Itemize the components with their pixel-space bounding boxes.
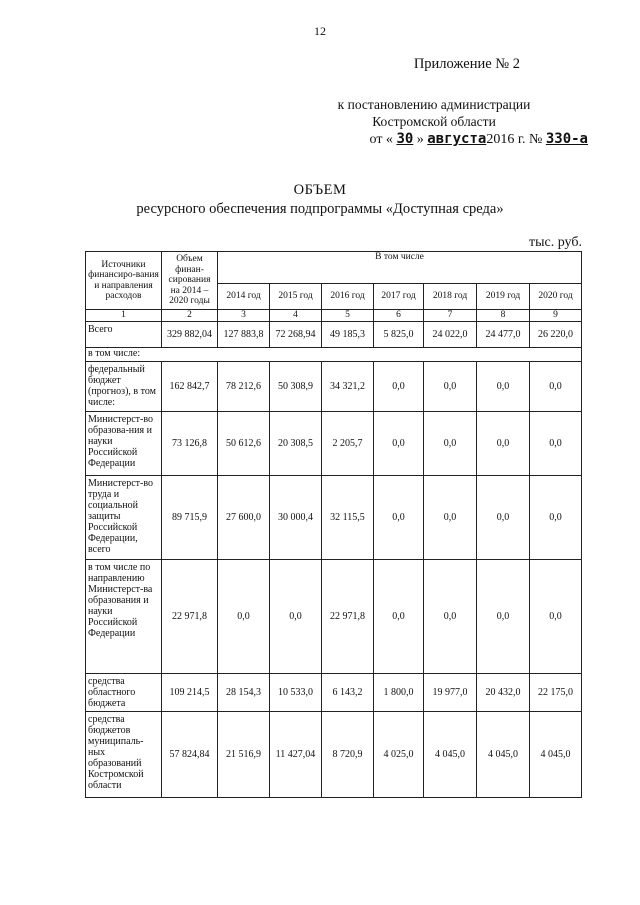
row-year-value: 0,0 — [477, 362, 530, 412]
units-label: тыс. руб. — [529, 235, 582, 250]
column-index: 1 — [86, 310, 162, 322]
decree-line-1: к постановлению администрации — [337, 97, 531, 112]
row-year-value: 78 212,6 — [218, 362, 270, 412]
row-year-value: 0,0 — [530, 476, 582, 560]
row-label: в том числе: — [86, 348, 582, 362]
row-year-value: 0,0 — [530, 362, 582, 412]
row-year-value: 28 154,3 — [218, 674, 270, 712]
table-row — [86, 560, 582, 674]
row-label: Министерст-во образова-ния и науки Российской Федерации — [86, 412, 162, 476]
column-index: 2 — [162, 310, 218, 322]
table-row — [86, 712, 582, 798]
row-year-value: 27 600,0 — [218, 476, 270, 560]
column-index: 4 — [270, 310, 322, 322]
decree-quote-close: » — [416, 132, 424, 147]
row-year-value: 0,0 — [477, 476, 530, 560]
row-year-value: 24 477,0 — [477, 322, 530, 348]
row-label: Министерст-во труда и социальной защиты Российской Федерации, всего — [86, 476, 162, 560]
row-year-value: 11 427,04 — [270, 712, 322, 798]
row-label: средства областного бюджета — [86, 674, 162, 712]
header-source: Источники финансиро-вания и направления расходов — [86, 252, 162, 310]
header-year: 2016 год — [322, 284, 374, 310]
row-year-value: 0,0 — [374, 412, 424, 476]
row-year-value: 8 720,9 — [322, 712, 374, 798]
document-subtitle: ресурсного обеспечения подпрограммы «Доступная среда» — [136, 201, 504, 217]
row-year-value: 22 971,8 — [322, 560, 374, 674]
decree-from: от « — [369, 132, 393, 147]
header-year: 2020 год — [530, 284, 582, 310]
row-year-value: 6 143,2 — [322, 674, 374, 712]
row-year-value: 4 045,0 — [424, 712, 477, 798]
row-label: федеральный бюджет (прогноз), в том числе: — [86, 362, 162, 412]
table-row — [86, 362, 582, 412]
row-year-value: 0,0 — [374, 476, 424, 560]
row-year-value: 26 220,0 — [530, 322, 582, 348]
row-year-value: 49 185,3 — [322, 322, 374, 348]
row-year-value: 0,0 — [424, 362, 477, 412]
decree-day: 30 — [396, 131, 414, 147]
row-year-value: 5 825,0 — [374, 322, 424, 348]
row-year-value: 0,0 — [218, 560, 270, 674]
decree-line-2: Костромской области — [372, 114, 496, 129]
row-total-value: 57 824,84 — [162, 712, 218, 798]
row-year-value: 19 977,0 — [424, 674, 477, 712]
column-index: 5 — [322, 310, 374, 322]
row-year-value: 0,0 — [374, 362, 424, 412]
decree-month: августа — [427, 131, 487, 147]
row-year-value: 4 025,0 — [374, 712, 424, 798]
row-year-value: 0,0 — [530, 412, 582, 476]
row-total-value: 109 214,5 — [162, 674, 218, 712]
row-total-value: 22 971,8 — [162, 560, 218, 674]
row-year-value: 0,0 — [477, 412, 530, 476]
row-year-value: 1 800,0 — [374, 674, 424, 712]
row-label: Всего — [86, 322, 162, 348]
budget-table — [85, 251, 582, 798]
row-year-value: 4 045,0 — [477, 712, 530, 798]
page-number: 12 — [314, 24, 326, 38]
table-row — [86, 348, 582, 362]
column-index: 3 — [218, 310, 270, 322]
row-year-value: 50 612,6 — [218, 412, 270, 476]
decree-year: 2016 г. № — [486, 132, 543, 147]
column-index: 6 — [374, 310, 424, 322]
document-title: ОБЪЕМ — [293, 182, 347, 198]
header-year: 2015 год — [270, 284, 322, 310]
row-year-value: 0,0 — [424, 560, 477, 674]
row-total-value: 73 126,8 — [162, 412, 218, 476]
row-year-value: 20 432,0 — [477, 674, 530, 712]
row-label: средства бюджетов муниципаль-ных образований Костромской области — [86, 712, 162, 798]
header-year: 2017 год — [374, 284, 424, 310]
row-year-value: 32 115,5 — [322, 476, 374, 560]
table-row — [86, 476, 582, 560]
header-including: В том числе — [218, 252, 582, 284]
row-year-value: 72 268,94 — [270, 322, 322, 348]
row-year-value: 127 883,8 — [218, 322, 270, 348]
row-total-value: 89 715,9 — [162, 476, 218, 560]
row-year-value: 0,0 — [530, 560, 582, 674]
row-year-value: 34 321,2 — [322, 362, 374, 412]
decree-reference — [304, 96, 564, 130]
row-year-value: 20 308,5 — [270, 412, 322, 476]
row-total-value: 162 842,7 — [162, 362, 218, 412]
row-year-value: 0,0 — [270, 560, 322, 674]
header-year: 2014 год — [218, 284, 270, 310]
row-year-value: 10 533,0 — [270, 674, 322, 712]
row-year-value: 2 205,7 — [322, 412, 374, 476]
row-year-value: 50 308,9 — [270, 362, 322, 412]
header-total: Объем финан-сирования на 2014 – 2020 годы — [162, 252, 218, 310]
table-row — [86, 322, 582, 348]
row-year-value: 0,0 — [424, 476, 477, 560]
row-year-value: 0,0 — [477, 560, 530, 674]
decree-number: 330-а — [545, 131, 588, 147]
row-year-value: 24 022,0 — [424, 322, 477, 348]
row-year-value: 4 045,0 — [530, 712, 582, 798]
row-year-value: 0,0 — [424, 412, 477, 476]
column-index: 9 — [530, 310, 582, 322]
column-index: 7 — [424, 310, 477, 322]
column-index: 8 — [477, 310, 530, 322]
table-row — [86, 674, 582, 712]
row-year-value: 30 000,4 — [270, 476, 322, 560]
decree-date-number — [370, 131, 589, 148]
row-year-value: 22 175,0 — [530, 674, 582, 712]
row-year-value: 0,0 — [374, 560, 424, 674]
row-label: в том числе по направлению Министерст-ва образования и науки Российской Федерации — [86, 560, 162, 674]
header-year: 2018 год — [424, 284, 477, 310]
header-year: 2019 год — [477, 284, 530, 310]
row-total-value: 329 882,04 — [162, 322, 218, 348]
row-year-value: 21 516,9 — [218, 712, 270, 798]
table-row — [86, 412, 582, 476]
appendix-heading: Приложение № 2 — [413, 56, 520, 72]
